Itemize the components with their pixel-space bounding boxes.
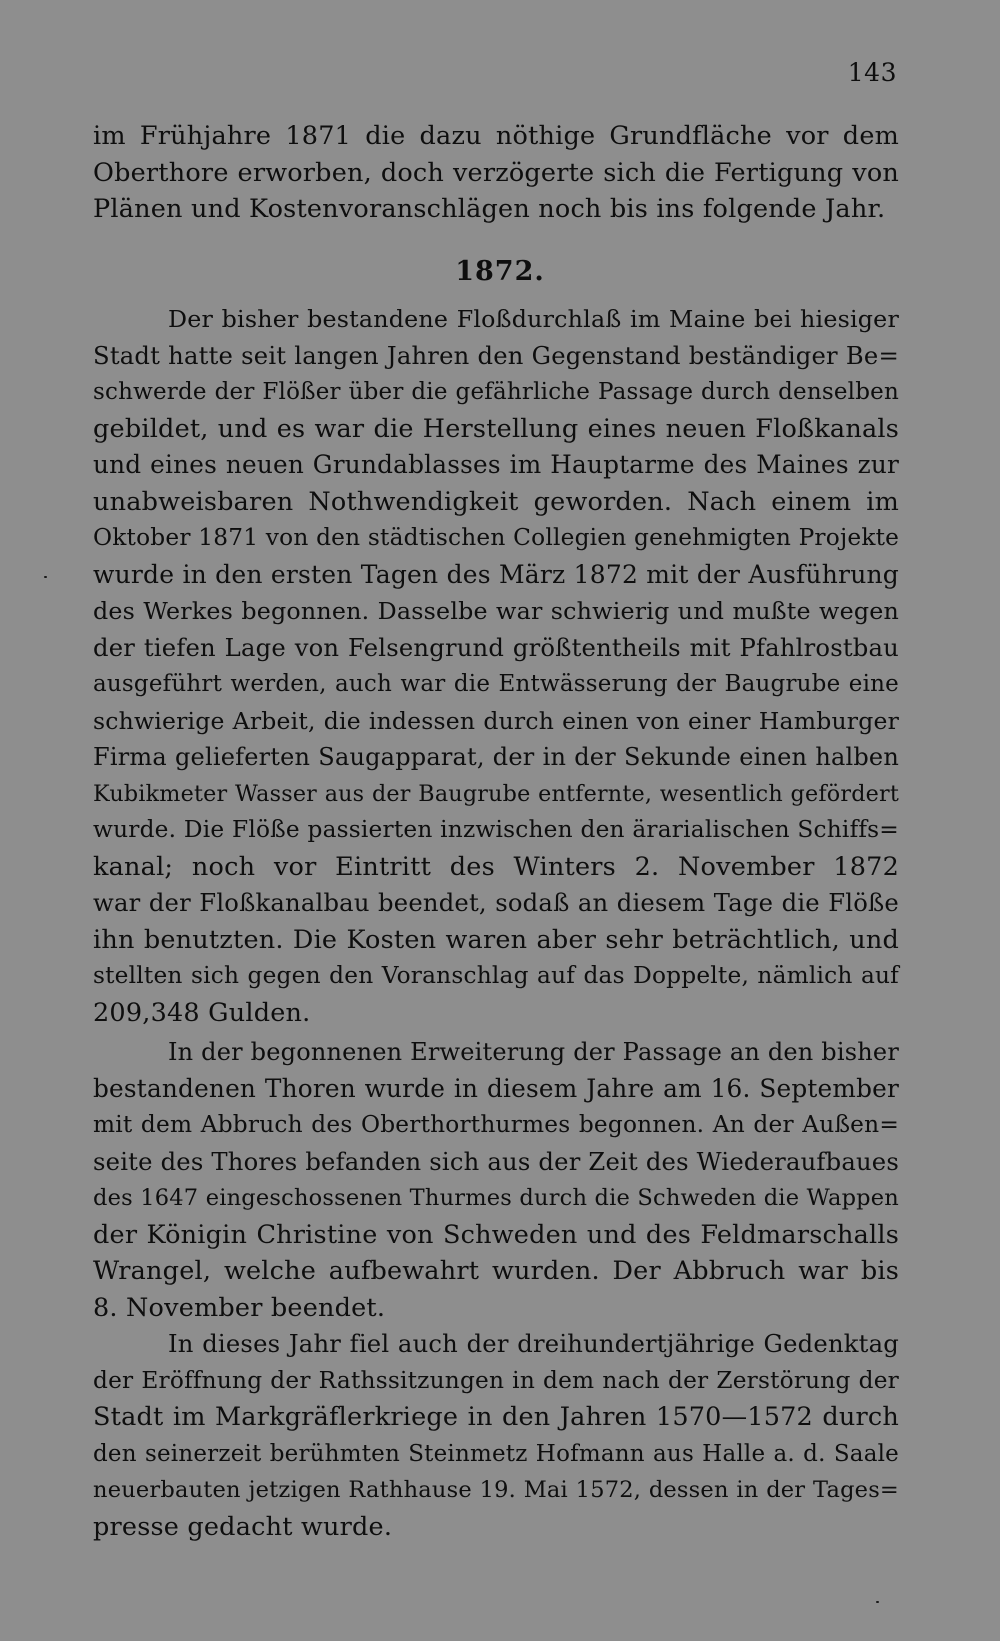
text-line: den seinerzeit berühmten Steinmetz Hofmann aus Halle a. d. Saale [93,1440,899,1467]
text-line: neuerbauten jetzigen Rathhause 19. Mai 1572, dessen in der Tages= [93,1477,899,1503]
text-line: des 1647 eingeschossenen Thurmes durch die Schweden die Wappen [93,1185,899,1211]
text-line: 209,348 Gulden. [93,997,311,1028]
year-heading: 1872. [455,256,545,287]
text-line: Firma gelieferten Saugapparat, der in der Sekunde einen halben [93,743,899,771]
text-line: ihn benutzten. Die Kosten waren aber sehr beträchtlich, und [93,924,899,955]
text-line: schwerde der Flößer über die gefährliche Passage durch denselben [93,379,899,405]
text-line: Stadt im Markgräflerkriege in den Jahren 1570—1572 durch [93,1402,899,1432]
scan-speck [44,576,47,578]
paragraph-oberthor [93,1034,899,1326]
text-line: war der Floßkanalbau beendet, sodaß an diesem Tage die Flöße [93,888,899,917]
text-line: In dieses Jahr fiel auch der dreihundertjährige Gedenktag [168,1329,899,1358]
text-line: bestandenen Thoren wurde in diesem Jahre am 16. September [93,1073,899,1103]
scan-speck [876,1601,879,1603]
text-line: 8. November beendet. [93,1292,386,1323]
text-line: Plänen und Kostenvoranschlägen noch bis ins folgende Jahr. [93,194,886,224]
text-line: kanal; noch vor Eintritt des Winters 2. November 1872 [93,851,899,882]
text-line: gebildet, und es war die Herstellung eines neuen Floßkanals [93,413,899,444]
text-line: der Königin Christine von Schweden und des Feldmarschalls [93,1219,899,1250]
text-line: mit dem Abbruch des Oberthorthurmes begonnen. An der Außen= [93,1111,899,1138]
text-line: der Eröffnung der Rathssitzungen in dem nach der Zerstörung der [93,1366,899,1394]
text-line: Wrangel, welche aufbewahrt wurden. Der Abbruch war bis [93,1256,899,1286]
text-line: unabweisbaren Nothwendigkeit geworden. Nach einem im [93,486,899,517]
text-line: des Werkes begonnen. Dasselbe war schwierig und mußte wegen [93,597,899,625]
intro-paragraph [93,118,899,228]
text-line: ausgeführt werden, auch war die Entwässerung der Baugrube eine [93,671,899,697]
text-line: Der bisher bestandene Floßdurchlaß im Maine bei hiesiger [168,305,899,333]
text-line: wurde in den ersten Tagen des März 1872 mit der Ausführung [93,559,899,589]
text-line: stellten sich gegen den Voranschlag auf das Doppelte, nämlich auf [93,962,899,989]
text-line: und eines neuen Grundablasses im Hauptarme des Maines zur [93,450,899,479]
text-line: Oberthore erworben, doch verzögerte sich die Fertigung von [93,157,899,188]
text-line: Kubikmeter Wasser aus der Baugrube entfernte, wesentlich gefördert [93,780,899,807]
text-line: der tiefen Lage von Felsengrund größtentheils mit Pfahlrostbau [93,632,899,662]
text-line: schwierige Arbeit, die indessen durch einen von einer Hamburger [93,706,899,735]
text-line: Oktober 1871 von den städtischen Collegien genehmigten Projekte [93,524,900,551]
paragraph-flosskanal [93,301,899,1031]
page-number: 143 [847,58,897,87]
text-line: wurde. Die Flöße passierten inzwischen den ärarialischen Schiffs= [93,816,899,843]
paragraph-rathhaus [93,1326,899,1545]
text-line: Stadt hatte seit langen Jahren den Gegenstand beständiger Be= [93,340,899,370]
text-line: im Frühjahre 1871 die dazu nöthige Grundfläche vor dem [93,121,899,151]
text-line: presse gedacht wurde. [93,1511,393,1542]
text-line: seite des Thores befanden sich aus der Zeit des Wiederaufbaues [93,1146,899,1176]
text-line: In der begonnenen Erweiterung der Passage an den bisher [168,1038,899,1066]
